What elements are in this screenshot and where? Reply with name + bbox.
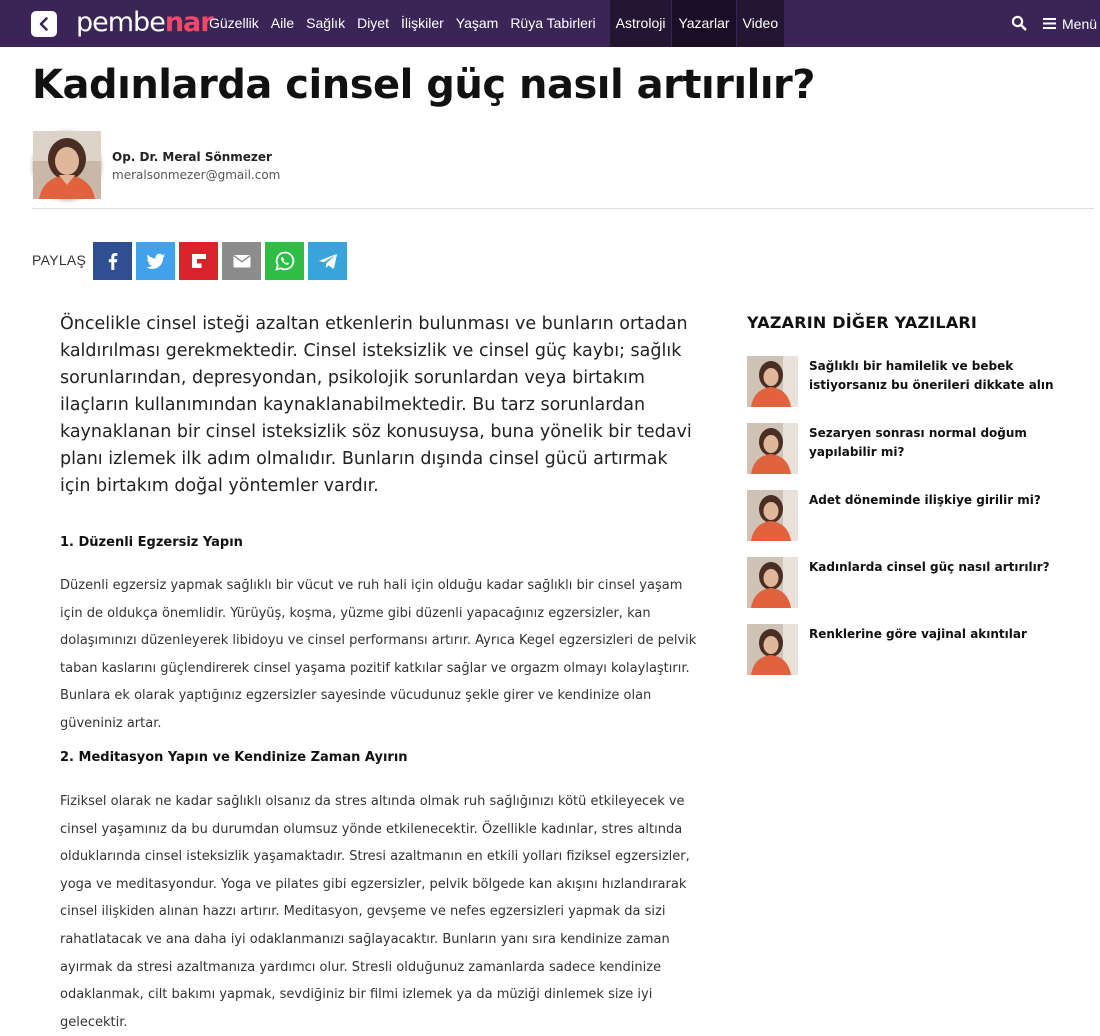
sidebar-item-label: Sezaryen sonrası normal doğum yapılabilir mi? — [809, 426, 1027, 459]
author-avatar[interactable] — [33, 131, 101, 199]
top-navbar — [0, 0, 1100, 47]
author-email[interactable]: meralsonmezer@gmail.com — [112, 168, 281, 182]
sidebar-title: YAZARIN DİĞER YAZILARI — [747, 313, 978, 332]
share-flipboard-button[interactable] — [179, 242, 218, 280]
sidebar-item[interactable] — [747, 356, 1087, 408]
logo-main: pembe — [76, 7, 165, 38]
nav-item-saglik[interactable]: Sağlık — [306, 15, 346, 31]
menu-button[interactable] — [1043, 0, 1097, 47]
sidebar-thumbnail — [747, 624, 798, 675]
flipboard-icon — [188, 250, 210, 272]
sidebar-item-label: Renklerine göre vajinal akıntılar — [809, 627, 1027, 641]
sidebar-item[interactable] — [747, 624, 1087, 676]
sidebar-thumbnail — [747, 423, 798, 474]
nav-item-aile[interactable]: Aile — [270, 15, 295, 31]
share-email-button[interactable] — [222, 242, 261, 280]
sidebar-item[interactable] — [747, 557, 1087, 609]
telegram-icon — [317, 250, 339, 272]
sidebar-thumbnail — [747, 557, 798, 608]
nav-item-ruya-tabirleri[interactable]: Rüya Tabirleri — [510, 15, 596, 31]
author-name[interactable]: Op. Dr. Meral Sönmezer — [112, 150, 272, 164]
site-logo[interactable] — [76, 7, 213, 39]
nav-item-yasam[interactable]: Yaşam — [455, 15, 499, 31]
section-body: Fiziksel olarak ne kadar sağlıklı olsanız da stres altında olmak ruh sağlığınızı kötü etkileyecek ve cinsel yaşamınız da bu durumdan olumsuz yönde etkilenecektir. Özellikle kadınlar, stres altında olduklarında cinsel isteksizlik yaşamaktadır. Stresi azaltmanın en etkili yolları fiziksel egzersizler, yoga ve meditasyondur. Yoga ve pilates gibi egzersizler, pelvik bölgede kan akışını hızlandırarak cinsel ilişkiden alınan hazzı artırır. Meditasyon, gevşeme ve nefes egzersizleri yapmak da sizi rahatlatacak ve ana daha iyi odaklanmanızı sağlayacaktır. Bunların yanı sıra kendinize zaman ayırmak da stresi azaltmanıza yardımcı olur. Stresli olduğunuz zamanlarda sadece kendinize odaklanmak, cilt bakımı yapmak, sevdiğiniz bir filmi izlemek ya da müziği dinlemek size iyi gelecektir. — [60, 794, 690, 1030]
nav-secondary-group — [610, 0, 784, 47]
search-icon[interactable] — [1011, 15, 1027, 31]
nav-item-diyet[interactable]: Diyet — [357, 15, 389, 31]
back-button[interactable] — [31, 11, 57, 37]
nav-item-guzellik[interactable]: Güzellik — [209, 15, 259, 31]
main-nav — [203, 0, 784, 47]
share-whatsapp-button[interactable] — [265, 242, 304, 280]
nav-item-astroloji[interactable]: Astroloji — [615, 15, 666, 31]
sidebar-item-label: Kadınlarda cinsel güç nasıl artırılır? — [809, 560, 1050, 574]
author-photo — [33, 131, 101, 199]
share-twitter-button[interactable] — [136, 242, 175, 280]
twitter-icon — [145, 250, 167, 272]
section-body: Düzenli egzersiz yapmak sağlıklı bir vücut ve ruh hali için olduğu kadar sağlıklı bir cinsel yaşam için de oldukça önemlidir. Yürüyüş, koşma, yüzme gibi düzenli yapacağınız egzersizler, kan dolaşımınızı düzenleyerek libidoyu ve cinsel performansı artırır. Ayrıca Kegel egzersizleri de pelvik taban kaslarını güçlendirerek cinsel yaşama pozitif katkılar sağlar ve orgazm olmayı kolaylaştırır. Bunlara ek olarak yaptığınız egzersizler sayesinde vücudunuz şekle girer ve kendinize olan güveniniz artar. — [60, 578, 697, 731]
nav-item-iliskiler[interactable]: İlişkiler — [400, 15, 444, 31]
sidebar-item-label: Adet döneminde ilişkiye girilir mi? — [809, 493, 1041, 507]
share-facebook-button[interactable] — [93, 242, 132, 280]
sidebar-thumbnail — [747, 356, 798, 407]
hamburger-icon — [1043, 18, 1056, 29]
article-lead: Öncelikle cinsel isteği azaltan etkenlerin bulunması ve bunların ortadan kaldırılması gerekmektedir. Cinsel isteksizlik ve cinsel güç kaybı; sağlık sorunlarından, depresyondan, psikolojik sorunlardan veya birtakım ilaçların kullanımından kaynaklanabilmektedir. Bu tarz sorunlardan kaynaklanan bir cinsel isteksizlik söz konusuysa, buna yönelik bir tedavi planı izlemek ilk adım olmalıdır. Bunların dışında cinsel gücü artırmak için birtakım doğal yöntemler vardır. — [60, 314, 692, 496]
sidebar-item[interactable] — [747, 490, 1087, 542]
share-buttons — [93, 242, 347, 280]
sidebar-thumbnail — [747, 490, 798, 541]
nav-item-yazarlar[interactable]: Yazarlar — [672, 0, 735, 47]
chevron-left-icon — [37, 17, 51, 31]
sidebar-item[interactable] — [747, 423, 1087, 475]
section-heading: 2. Meditasyon Yapın ve Kendinize Zaman Ayırın — [60, 750, 408, 765]
share-telegram-button[interactable] — [308, 242, 347, 280]
mail-icon — [231, 250, 253, 272]
section-heading: 1. Düzenli Egzersiz Yapın — [60, 535, 243, 550]
nav-item-video[interactable]: Video — [742, 15, 779, 31]
logo-accent: nar — [164, 7, 213, 38]
share-label: PAYLAŞ — [32, 252, 87, 268]
menu-label: Menü — [1062, 15, 1098, 32]
divider — [32, 208, 1094, 209]
whatsapp-icon — [274, 250, 296, 272]
sidebar-item-label: Sağlıklı bir hamilelik ve bebek istiyorsanız bu önerileri dikkate alın — [809, 359, 1054, 392]
facebook-icon — [102, 250, 124, 272]
page-title: Kadınlarda cinsel güç nasıl artırılır? — [32, 62, 815, 108]
